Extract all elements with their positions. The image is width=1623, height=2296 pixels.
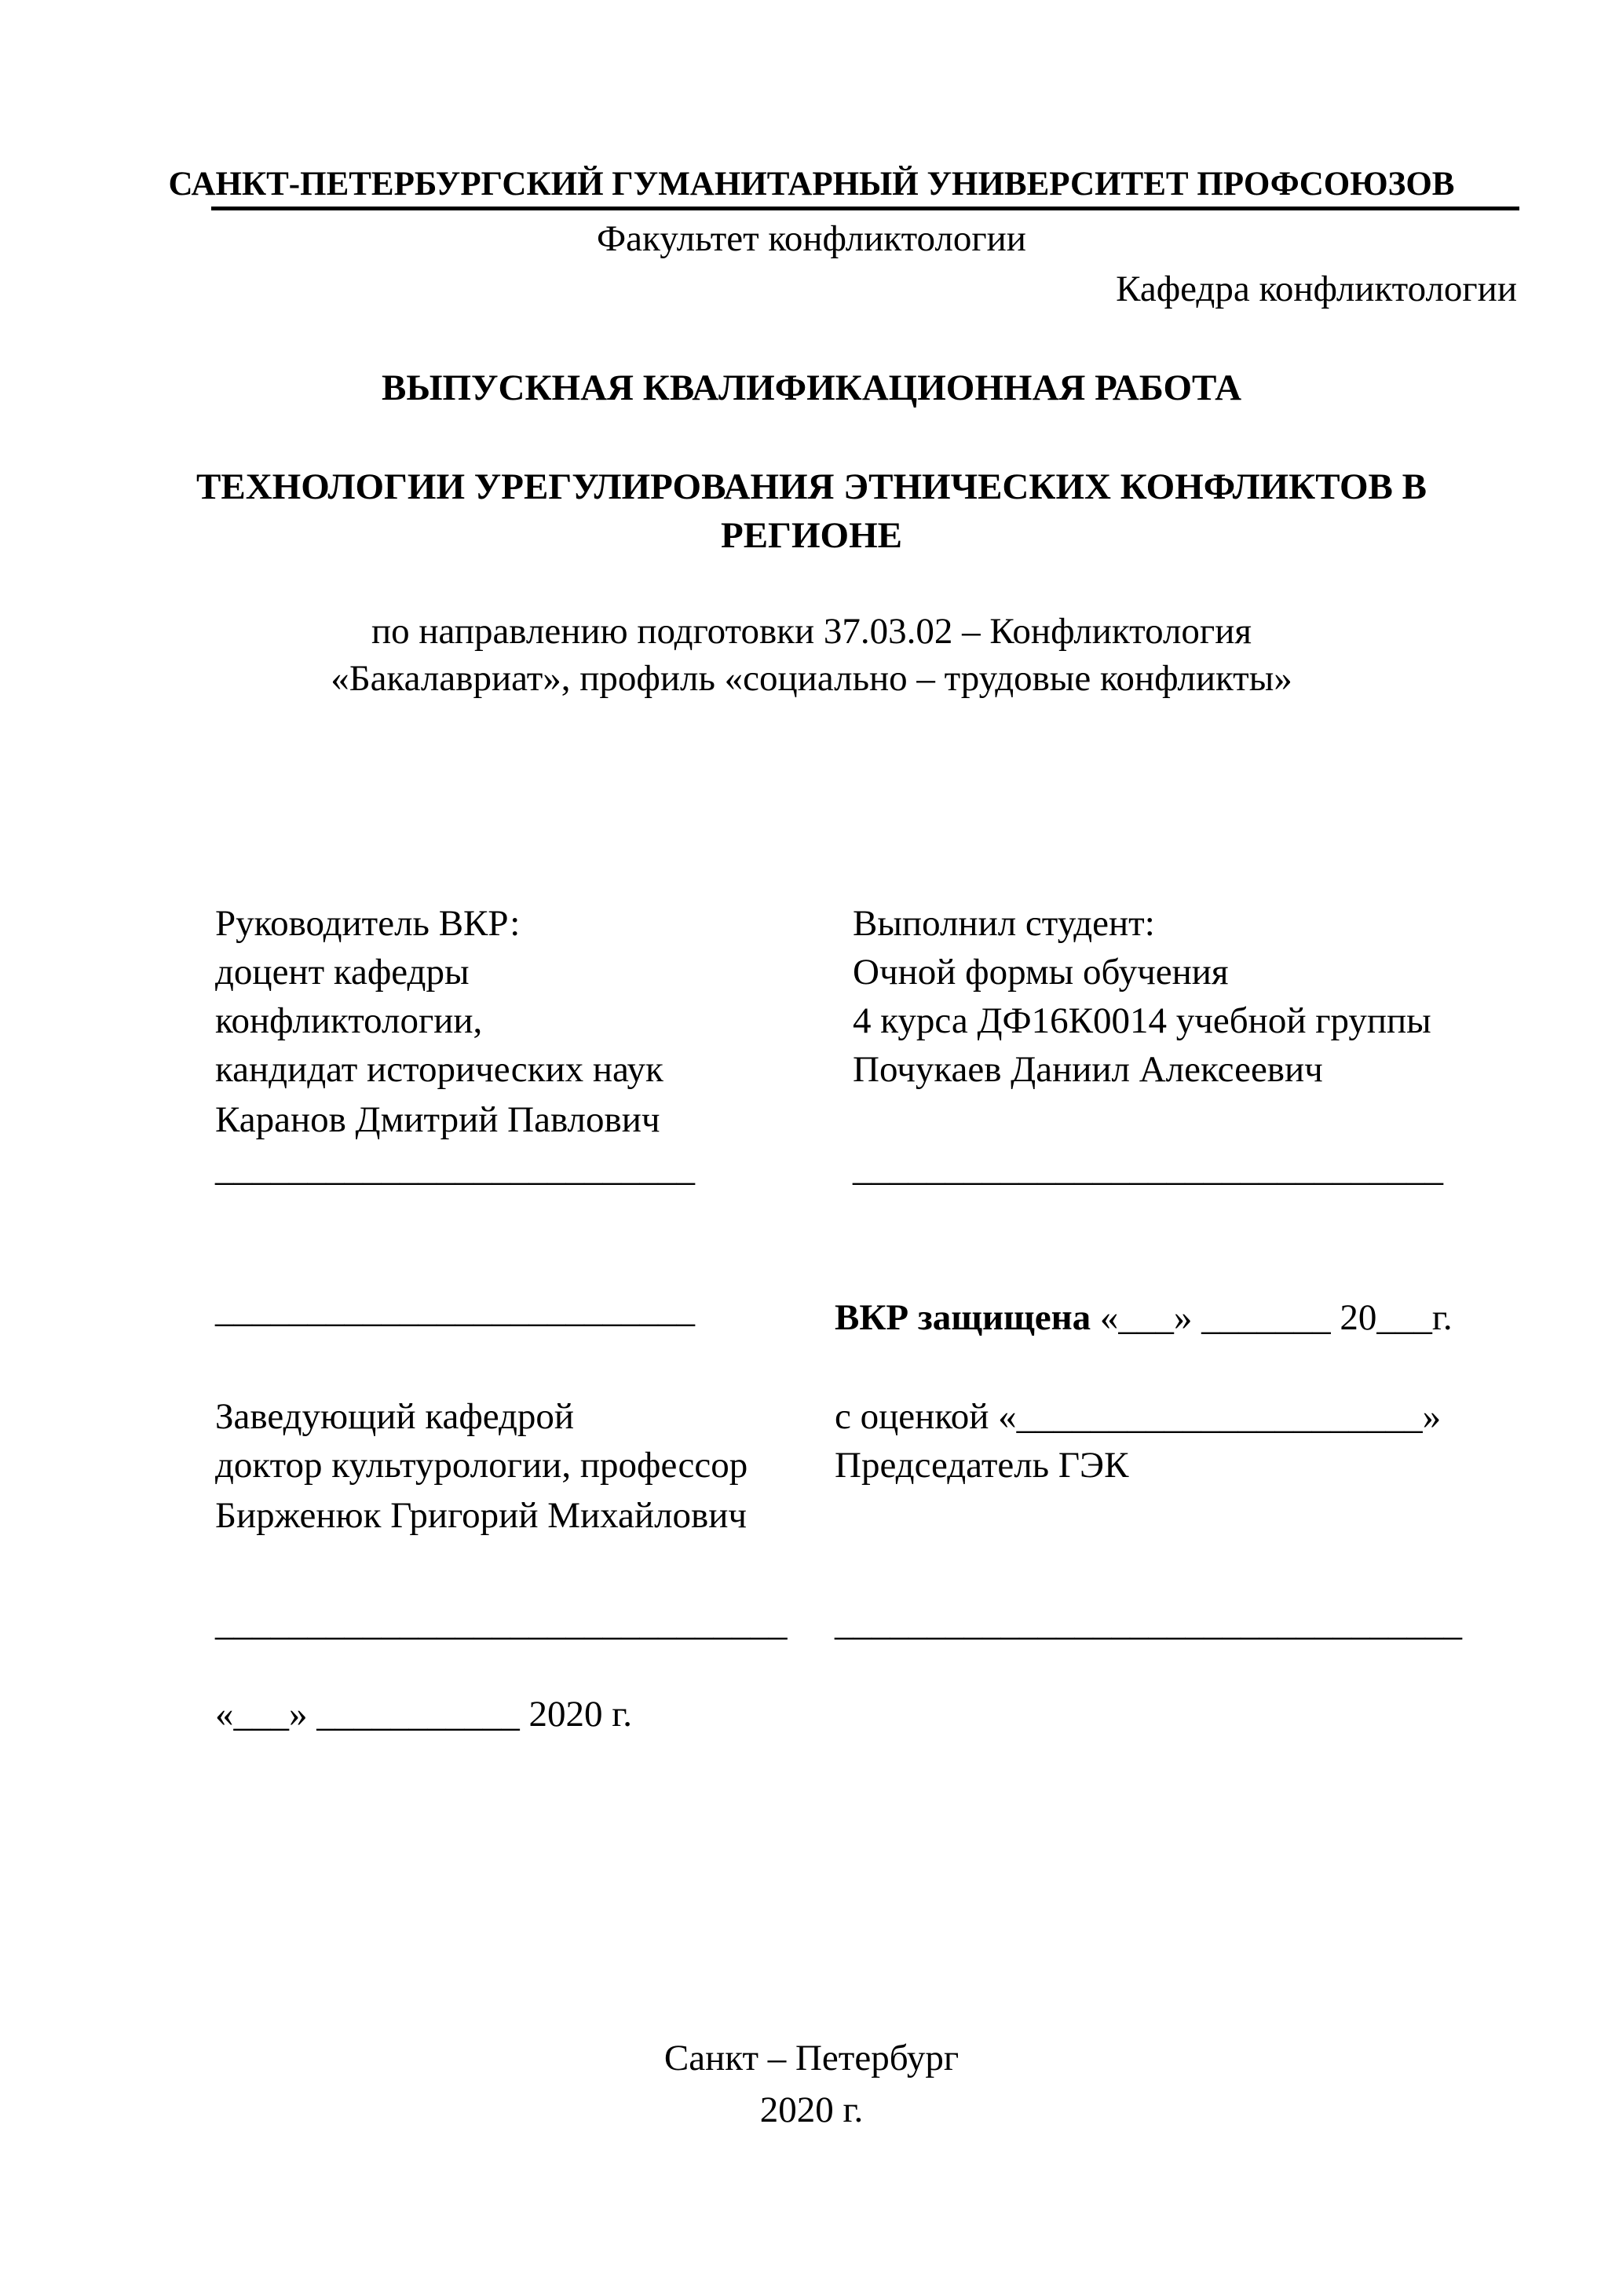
supervisor-position: доцент кафедры bbox=[215, 952, 470, 993]
head-signature-line: _______________________________ bbox=[215, 1603, 788, 1643]
commission-chair: Председатель ГЭК bbox=[835, 1445, 1129, 1486]
city: Санкт – Петербург bbox=[663, 2038, 960, 2078]
department-name: Кафедра конфликтологии bbox=[1116, 269, 1517, 309]
year: 2020 г. bbox=[759, 2089, 864, 2130]
supervisor-degree: кандидат исторических наук bbox=[215, 1049, 663, 1090]
student-study-form: Очной формы обучения bbox=[853, 952, 1229, 993]
supervisor-department: конфликтологии, bbox=[215, 1000, 483, 1041]
student-signature-line: ________________________________ bbox=[853, 1148, 1443, 1189]
defense-label: ВКР защищена bbox=[835, 1297, 1091, 1338]
supervisor-signature-line: __________________________ bbox=[215, 1148, 695, 1189]
head-title: Заведующий кафедрой bbox=[215, 1396, 575, 1437]
student-name: Почукаев Даниил Алексеевич bbox=[853, 1049, 1323, 1090]
topic-title-line1: ТЕХНОЛОГИИ УРЕГУЛИРОВАНИЯ ЭТНИЧЕСКИХ КОНФЛИКТОВ В bbox=[196, 466, 1427, 507]
head-name: Бирженюк Григорий Михайлович bbox=[215, 1495, 748, 1536]
head-degree: доктор культурологии, профессор bbox=[215, 1445, 748, 1486]
work-type-title: ВЫПУСКНАЯ КВАЛИФИКАЦИОННАЯ РАБОТА bbox=[381, 367, 1242, 408]
chair-signature-line: __________________________________ bbox=[835, 1603, 1462, 1643]
supervisor-label: Руководитель ВКР: bbox=[215, 903, 521, 944]
supervisor-name: Каранов Дмитрий Павлович bbox=[215, 1099, 660, 1140]
faculty-name: Факультет конфликтологии bbox=[597, 218, 1026, 259]
head-signature-date: «___» ___________ 2020 г. bbox=[215, 1694, 632, 1735]
supervisor-signature-line-2: __________________________ bbox=[215, 1289, 695, 1330]
direction-line2: «Бакалавриат», профиль «социально – трудовые конфликты» bbox=[331, 658, 1292, 699]
defense-status bbox=[835, 1293, 1453, 1342]
student-group: 4 курса ДФ16К0014 учебной группы bbox=[853, 1000, 1431, 1041]
student-label: Выполнил студент: bbox=[853, 903, 1155, 944]
defense-date: «___» _______ 20___г. bbox=[1091, 1297, 1453, 1338]
topic-title-line2: РЕГИОНЕ bbox=[721, 515, 902, 556]
header-divider bbox=[211, 207, 1519, 210]
university-name: САНКТ-ПЕТЕРБУРГСКИЙ ГУМАНИТАРНЫЙ УНИВЕРСИТЕТ ПРОФСОЮЗОВ bbox=[168, 166, 1455, 203]
direction-line1: по направлению подготовки 37.03.02 – Конфликтология bbox=[371, 611, 1252, 652]
defense-grade: с оценкой «______________________» bbox=[835, 1396, 1442, 1437]
